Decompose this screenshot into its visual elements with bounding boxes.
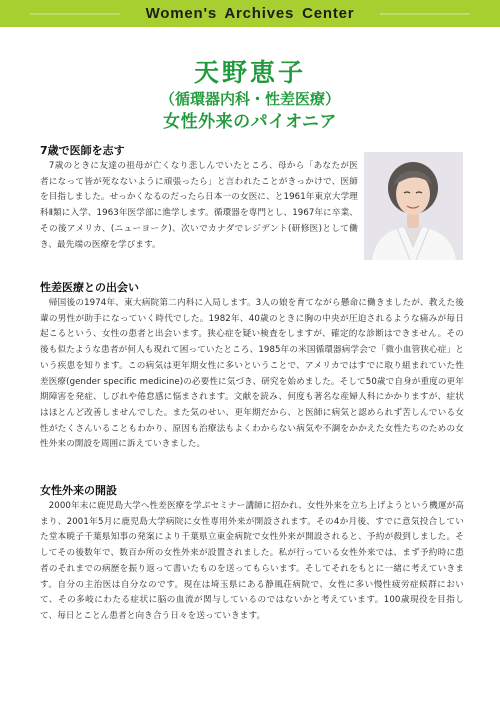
header-title: Women's Archives Center [145,5,355,22]
decorative-line-right-icon [380,10,470,18]
section-heading-1: 7歳で医師を志す [40,144,125,157]
section-heading-2: 性差医療との出会い [40,281,139,294]
portrait-photo [364,152,463,260]
person-tagline: 女性外来のパイオニア [163,112,337,132]
section-heading-3: 女性外来の開設 [40,484,117,497]
header-bar [0,0,500,27]
portrait-photo-icon [364,152,463,260]
person-name: 天野恵子 [193,58,306,87]
section-body-1: 7歳のときに友達の祖母が亡くなり悲しんでいたところ、母から「あなたが医者になって皆が死なないように頑張ったら」と言われたことがきっかけで、医師を目指しました。せっかくなるのだったら日本一の女医に、と1961年東京大学理科Ⅱ類に入学、1963年医学部に進学します。循環器を専門とし、1967年に卒業、その後アメリカ、(ニューヨーク)、次いでカナダでレジデント(研修医)として働き、最先端の医療を学びます。 [40,161,358,250]
section-body-3: 2000年末に鹿児島大学へ性差医療を学ぶセミナー講師に招かれ、女性外来を立ち上げようという機運が高まり、2001年5月に鹿児島大学病院に女性専用外来が開設されます。その4か月後、すでに意気投合していた堂本暁子千葉県知事の発案により千葉県立東金病院で女性外来が開設されると、予約が殺到しました。そしてその後数年で、数百か所の女性外来が設置されました。私が行っている女性外来では、まず予約時に患者のそれまでの病歴を振り返って書いたものを送ってもらいます。そしてそれをもとに一緒に考えていきます。自分の主治医は自分なのです。現在は埼玉県にある静風荘病院で、女性に多い慢性疲労症候群において、その多岐にわたる症状に脳の血流が関与しているのではないかと考えています。100歳現役を目指して、毎日とことん患者と向き合う日々を送っていきます。 [40,501,464,621]
person-specialty: （循環器内科・性差医療） [159,90,340,108]
decorative-line-left-icon [30,10,120,18]
section-body-2: 帰国後の1974年、東大病院第二内科に入局します。3人の娘を育てながら懸命に働きましたが、教えた後輩の男性が助手になっていく時代でした。1982年、40歳のときに胸の中央が圧迫されるような痛みが毎日起こるという、女性の患者と出会います。狭心症を疑い検査をしますが、確定的な診断はできません。その後も似たような患者が何人も現れて困っていたところ、1985年の米国循環器病学会で「微小血管狭心症」という疾患を知ります。この病気は更年期女性に多いということで、アメリカではすでに取り組まれていた性差医療(gender specific medicine)の必要性に気づき、研究を始めました。そして50歳で自身が重度の更年期障害を発症、しびれや倦怠感に悩まされます。文献を読み、何度も著名な産婦人科にかかりますが、症状はほとんど改善しませんでした。また気のせい、更年期だから、と医師に病気と認められず苦しんでいる女性がたくさんいることもわかり、原因も治療法もよくわからない病気や不調をかかえた女性たちのための女性外来の開設を周囲に訴えていきました。 [40,298,464,450]
